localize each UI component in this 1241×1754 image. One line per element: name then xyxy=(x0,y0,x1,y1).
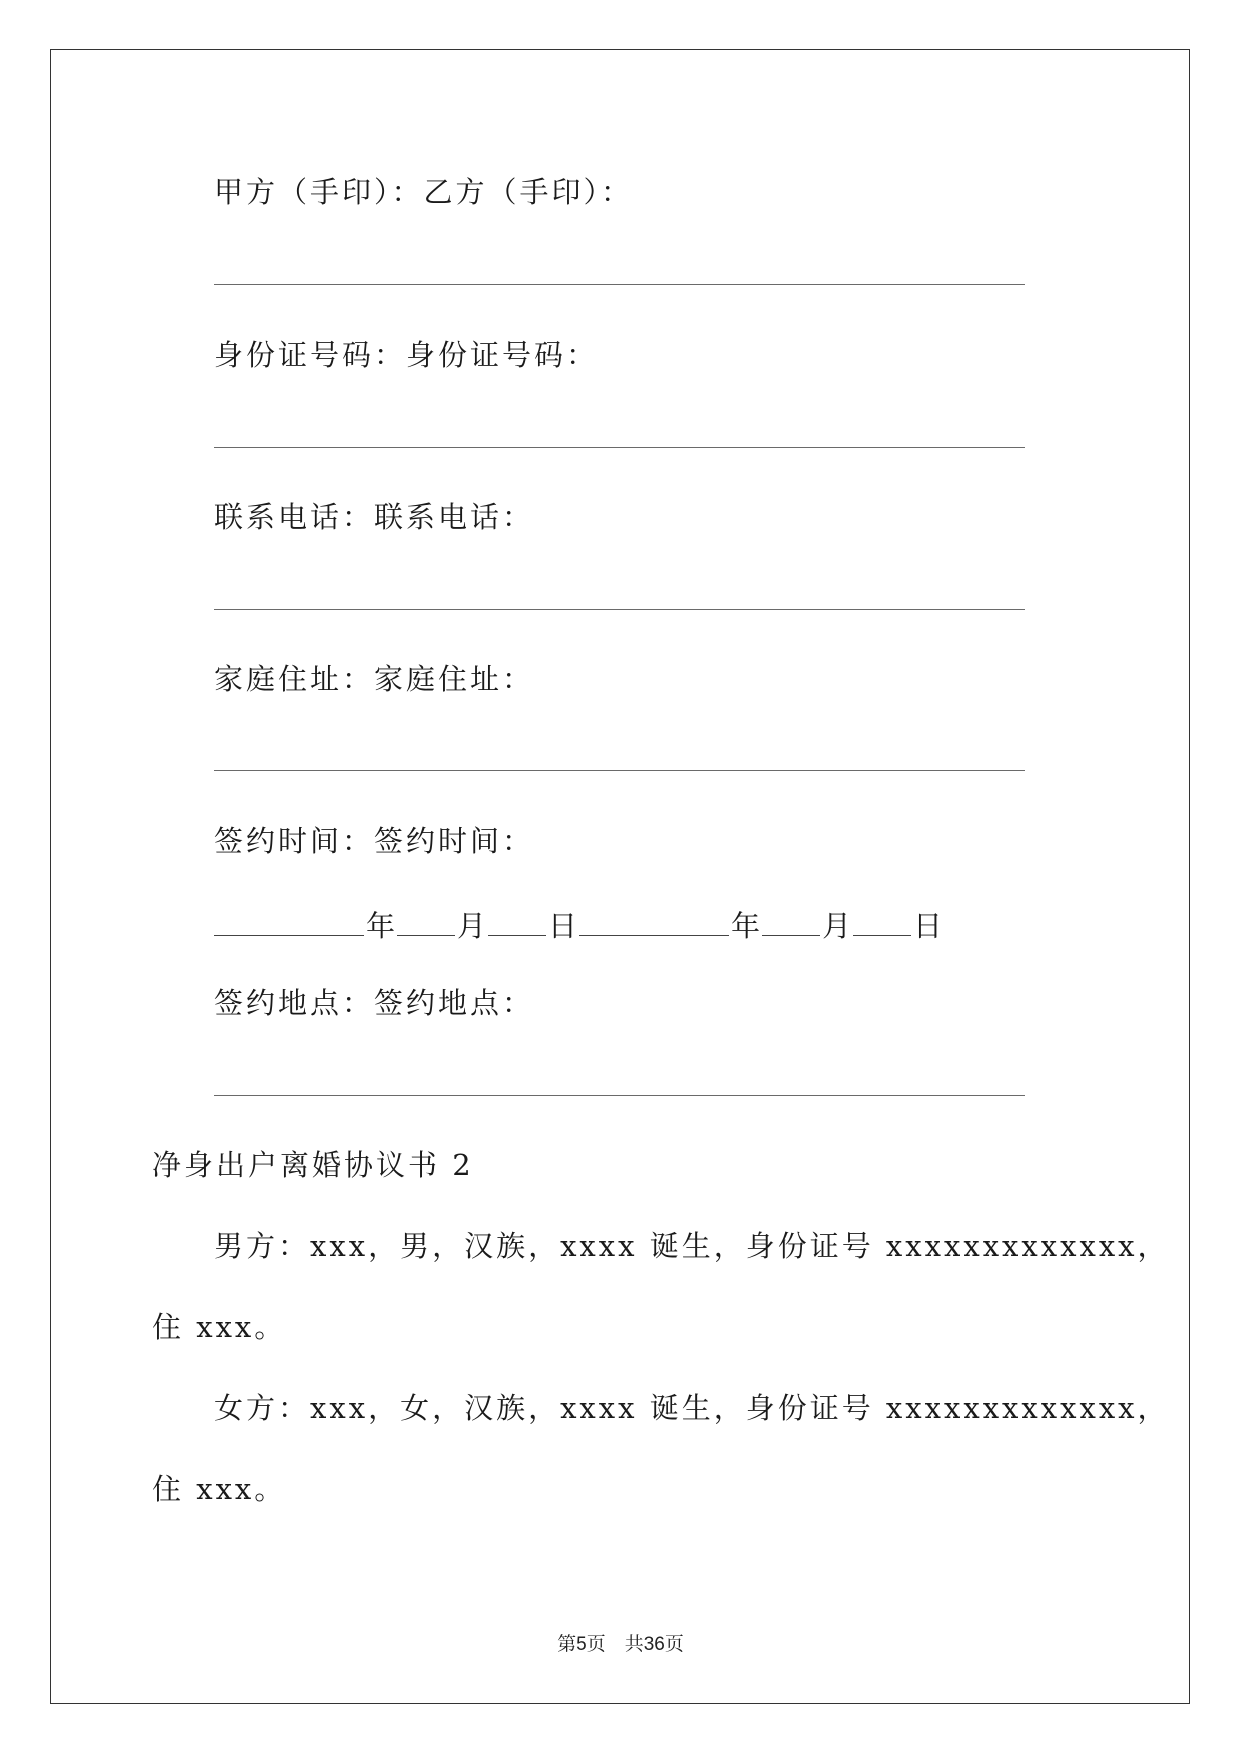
month-char-1: 月 xyxy=(457,909,487,943)
female-party-address: 住 xxx。 xyxy=(152,1472,287,1506)
day-char-1: 日 xyxy=(548,909,578,943)
year-blank-1 xyxy=(214,908,364,936)
day-blank-2 xyxy=(853,908,911,936)
page-current: 5 xyxy=(576,1634,587,1655)
id-number-blank-line xyxy=(214,447,1025,448)
female-party-line: 女方：xxx，女，汉族，xxxx 诞生，身份证号 xxxxxxxxxxxxx， xyxy=(214,1391,1170,1425)
hand-print-label: 甲方（手印）：乙方（手印）： xyxy=(214,175,634,209)
page-prefix: 第 xyxy=(557,1634,577,1655)
day-blank-1 xyxy=(488,908,546,936)
page-number-footer xyxy=(0,1629,1241,1656)
phone-label: 联系电话：联系电话： xyxy=(214,500,535,534)
male-party-line: 男方：xxx，男，汉族，xxxx 诞生，身份证号 xxxxxxxxxxxxx， xyxy=(214,1229,1170,1263)
day-char-2: 日 xyxy=(913,909,943,943)
page-mid: 页 共 xyxy=(586,1634,644,1655)
male-party-address: 住 xxx。 xyxy=(152,1310,287,1344)
sign-time-label: 签约时间：签约时间： xyxy=(214,824,535,858)
page-border xyxy=(50,49,1190,1704)
section-title: 净身出户离婚协议书 2 xyxy=(152,1148,474,1182)
page-suffix: 页 xyxy=(664,1634,684,1655)
month-blank-1 xyxy=(397,908,455,936)
date-fill-line xyxy=(212,908,942,941)
address-label: 家庭住址：家庭住址： xyxy=(214,662,535,696)
phone-blank-line xyxy=(214,609,1025,610)
address-blank-line xyxy=(214,770,1025,771)
sign-place-blank-line xyxy=(214,1095,1025,1096)
month-blank-2 xyxy=(762,908,820,936)
year-char-2: 年 xyxy=(731,909,761,943)
id-number-label: 身份证号码：身份证号码： xyxy=(214,338,599,372)
month-char-2: 月 xyxy=(822,909,852,943)
hand-print-blank-line xyxy=(214,284,1025,285)
year-blank-2 xyxy=(579,908,729,936)
sign-place-label: 签约地点：签约地点： xyxy=(214,986,535,1020)
year-char-1: 年 xyxy=(366,909,396,943)
page-total: 36 xyxy=(643,1634,665,1655)
